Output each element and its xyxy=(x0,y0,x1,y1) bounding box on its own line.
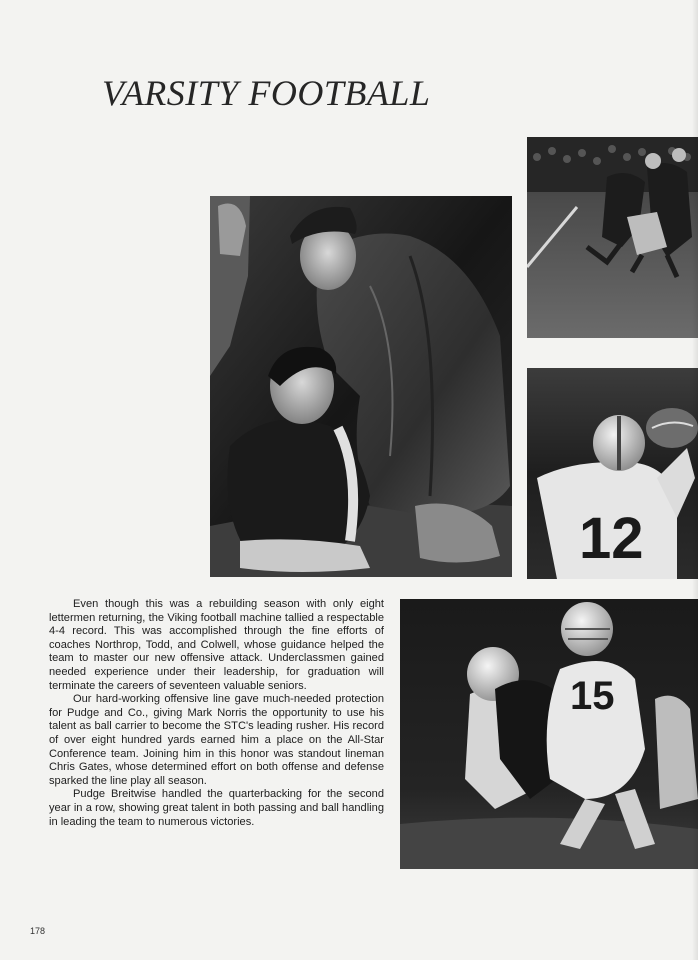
article-paragraph-1: Even though this was a rebuilding season with only eight lettermen returning, the Viking football machine tallied a respectable 4-4 record. This was accomplished through the fine efforts of coaches Northrop, Todd, and Colwell, whose guidance helped the team to master our new offensive attack. Underclassmen gained needed experience under their leadership, for graduation will terminate the careers of seventeen valuable seniors. xyxy=(49,598,384,692)
page-title: VARSITY FOOTBALL xyxy=(102,73,431,113)
photo-coach-player-icon xyxy=(210,196,512,577)
photo-coach-with-player xyxy=(210,196,512,577)
article-paragraph-2: Our hard-working offensive line gave much-needed protection for Pudge and Co., giving Mark Norris the opportunity to use his talent as ball carrier to become the STC's leading rusher. His record of over eight hundred yards earned him a place on the All-Star Conference team. Joining him in this honor was standout lineman Chris Gates, whose determined effort on both offense and defense sparked the line play all season. xyxy=(49,693,384,787)
tackle-jersey-number: 15 xyxy=(570,674,615,718)
article-paragraph-3: Pudge Breitwise handled the quarterbacking for the second year in a row, showing great talent in both passing and ball handling in leading the team to numerous victories. xyxy=(49,788,384,828)
photo-line-play xyxy=(527,137,698,338)
page-number: 178 xyxy=(30,926,46,936)
photo-tackle-icon xyxy=(400,599,698,869)
photo-tackle-play xyxy=(400,599,698,869)
photo-line-play-icon xyxy=(527,137,698,338)
photo-quarterback-passing xyxy=(527,368,698,579)
photo-quarterback-icon xyxy=(527,368,698,579)
qb-jersey-number: 12 xyxy=(579,506,644,571)
article-body xyxy=(49,598,384,829)
page-edge-shadow xyxy=(692,0,698,960)
